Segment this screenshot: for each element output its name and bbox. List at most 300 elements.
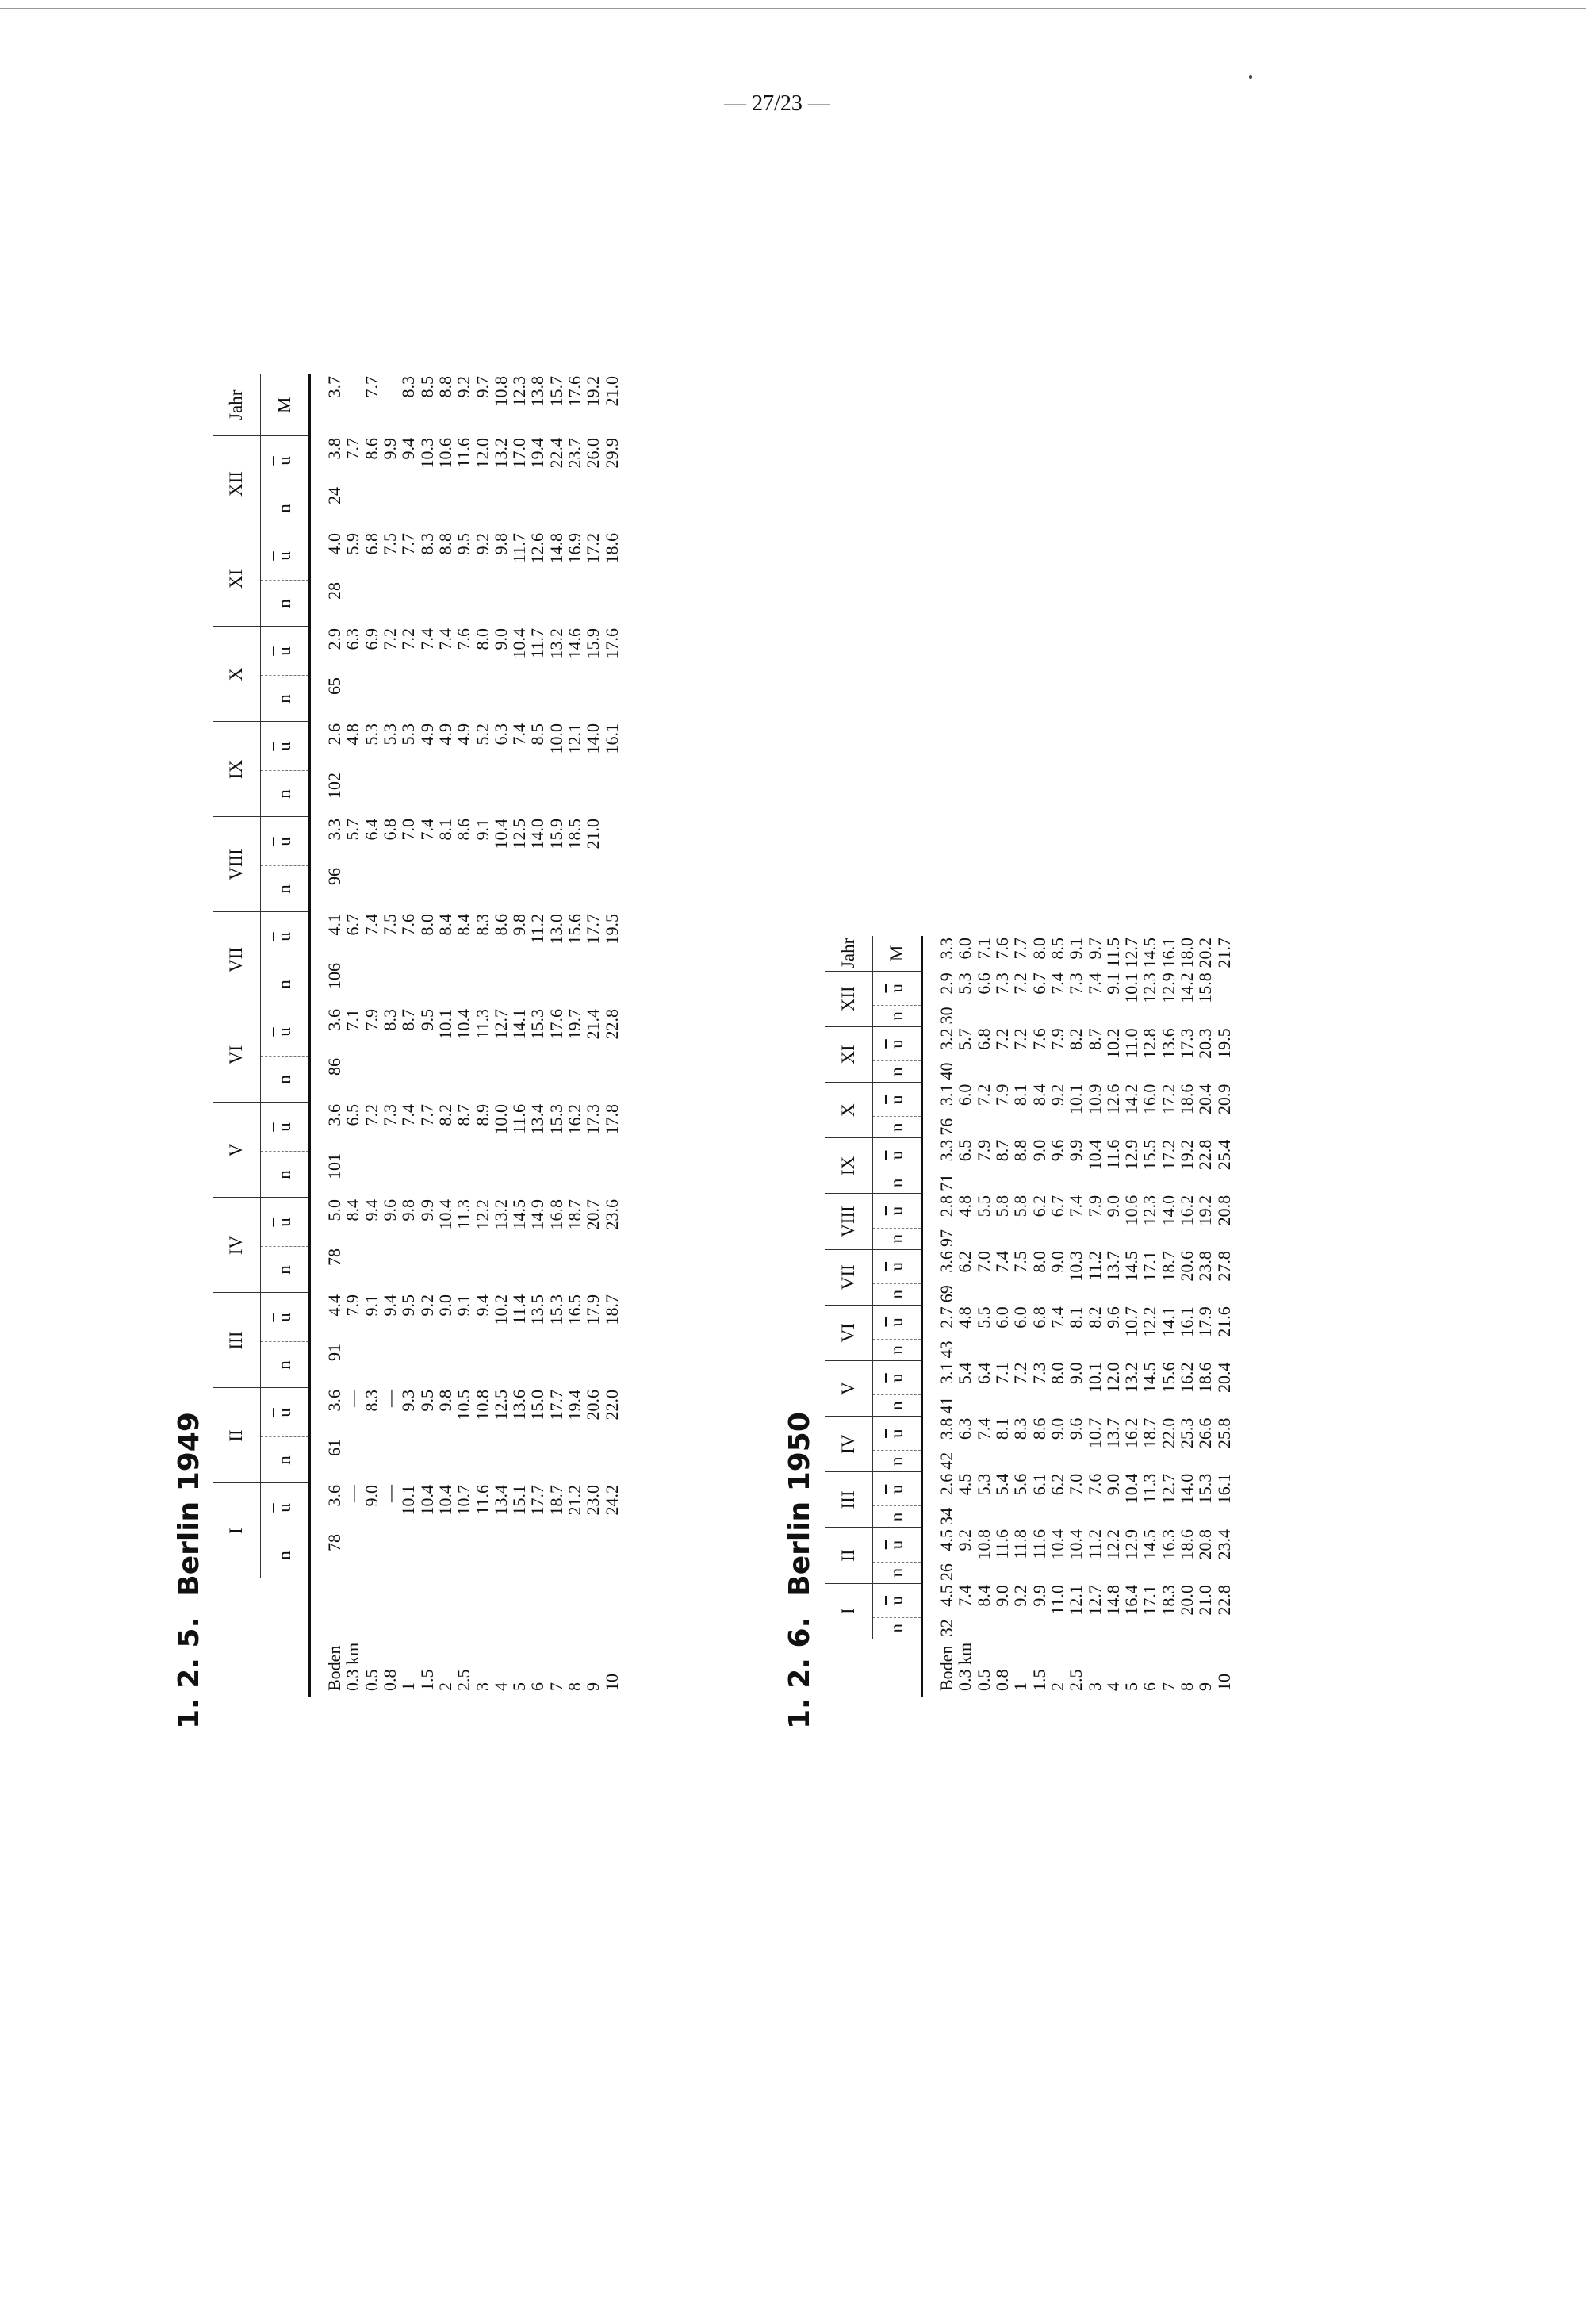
n-cell <box>510 771 528 817</box>
u-cell: 15.3 <box>546 1104 566 1135</box>
u-cell: 17.6 <box>546 1009 566 1040</box>
table-row <box>436 374 454 1697</box>
u-cell: 11.6 <box>454 438 474 468</box>
year-mean-cell: 8.3 <box>398 376 419 398</box>
u-cell: 2.6 <box>937 1473 956 1496</box>
n-cell <box>510 1057 528 1103</box>
n-cell <box>1159 1562 1178 1583</box>
u-cell: 11.3 <box>472 1009 492 1039</box>
u-cell: 7.5 <box>379 533 400 555</box>
u-cell: 11.2 <box>1084 1528 1105 1559</box>
n-cell <box>1011 1061 1029 1083</box>
u-cell: 14.2 <box>1121 1083 1142 1115</box>
u-cell: 9.5 <box>416 1390 437 1412</box>
u-cell: 15.6 <box>1158 1362 1178 1393</box>
u-cell: 7.0 <box>973 1251 994 1273</box>
u-cell: 10.4 <box>509 628 530 659</box>
u-subheader: $\overline{u}$ <box>261 1293 310 1342</box>
year-mean-cell: 10.8 <box>490 376 511 407</box>
u-cell: 13.2 <box>490 1199 511 1230</box>
u-cell: 8.0 <box>1029 1251 1049 1273</box>
n-cell <box>510 1342 528 1388</box>
n-cell <box>399 1437 417 1483</box>
n-cell: 42 <box>937 1452 956 1470</box>
u-cell: 8.2 <box>1066 1028 1086 1050</box>
u-cell: 9.0 <box>1102 1195 1123 1218</box>
u-cell: 12.3 <box>1140 1195 1160 1226</box>
year-mean-cell: 9.2 <box>454 376 474 398</box>
u-cell: 10.3 <box>1066 1251 1086 1282</box>
n-cell <box>993 1339 1011 1360</box>
u-cell: 7.3 <box>1029 1362 1049 1384</box>
u-cell: 4.9 <box>416 723 437 746</box>
u-cell: 17.1 <box>1140 1585 1160 1616</box>
n-subheader: n <box>261 1247 310 1293</box>
u-cell: 5.3 <box>973 1473 994 1496</box>
n-cell: 102 <box>324 773 344 799</box>
n-cell <box>993 1061 1011 1083</box>
n-cell <box>436 676 454 722</box>
u-subheader: $\overline{u}$ <box>873 1360 922 1394</box>
u-cell: 5.7 <box>343 819 363 841</box>
n-cell <box>584 1057 602 1103</box>
u-subheader: $\overline{u}$ <box>261 1483 310 1532</box>
u-cell: 5.2 <box>472 723 492 746</box>
n-cell <box>436 1532 454 1578</box>
u-cell: 13.6 <box>1158 1028 1178 1059</box>
month-header: XII <box>825 971 873 1026</box>
table-row <box>1159 936 1178 1697</box>
u-cell: 22.4 <box>546 438 566 469</box>
n-cell <box>381 1532 399 1578</box>
month-header: VI <box>825 1305 873 1360</box>
n-cell <box>510 866 528 912</box>
level-label: 2.5 <box>454 1669 474 1691</box>
level-label: 1.5 <box>1029 1669 1049 1691</box>
page-number: — 27/23 — <box>724 91 830 116</box>
month-header: VIII <box>825 1194 873 1249</box>
n-cell <box>399 866 417 912</box>
n-cell <box>956 1061 974 1083</box>
u-cell: 16.1 <box>601 723 622 754</box>
u-cell: 18.7 <box>546 1485 566 1516</box>
n-cell <box>362 1342 381 1388</box>
u-cell: 18.6 <box>601 533 622 564</box>
u-cell: 9.0 <box>1066 1362 1086 1384</box>
u-cell: 9.8 <box>398 1199 419 1221</box>
header-corner <box>825 1639 922 1697</box>
u-cell: 22.8 <box>601 1009 622 1040</box>
n-cell <box>603 581 621 627</box>
u-cell: 15.3 <box>546 1294 566 1325</box>
n-cell <box>343 866 362 912</box>
n-cell <box>399 1152 417 1198</box>
u-cell: 8.6 <box>490 914 511 936</box>
u-cell: 9.0 <box>361 1485 381 1507</box>
u-cell: 12.9 <box>1121 1528 1142 1560</box>
n-cell <box>399 581 417 627</box>
section-heading-1950 <box>783 1412 816 1729</box>
u-cell: 9.8 <box>509 914 530 936</box>
n-cell <box>1104 1339 1122 1360</box>
u-cell: 2.9 <box>324 628 344 650</box>
u-cell: 3.3 <box>324 819 344 841</box>
u-cell: 12.6 <box>527 533 548 564</box>
n-cell <box>1178 1339 1196 1360</box>
month-header: IX <box>825 1138 873 1194</box>
n-cell <box>528 771 546 817</box>
n-cell <box>362 485 381 531</box>
u-subheader: $\overline{u}$ <box>873 1305 922 1339</box>
n-cell <box>454 1342 473 1388</box>
n-cell <box>1011 1005 1029 1026</box>
n-cell: 30 <box>937 1007 956 1025</box>
u-cell: 21.4 <box>583 1009 603 1040</box>
n-cell <box>1030 1506 1048 1528</box>
n-cell <box>418 771 436 817</box>
u-cell: 5.8 <box>1010 1195 1031 1218</box>
year-mean-cell <box>381 374 399 436</box>
table-row <box>381 374 399 1697</box>
u-cell: 17.6 <box>601 628 622 659</box>
table-row <box>1104 936 1122 1697</box>
u-cell: 12.0 <box>1102 1362 1123 1393</box>
month-header: IV <box>213 1198 261 1293</box>
n-cell <box>343 1342 362 1388</box>
n-subheader: n <box>261 1342 310 1388</box>
n-cell <box>1122 1005 1140 1026</box>
n-cell <box>975 1172 993 1194</box>
u-cell: 8.3 <box>416 533 437 555</box>
u-cell: 12.3 <box>1140 972 1160 1003</box>
n-cell <box>1104 1451 1122 1472</box>
u-cell: 10.7 <box>1121 1306 1142 1337</box>
n-cell <box>1030 1117 1048 1138</box>
u-cell: 5.6 <box>1010 1473 1031 1496</box>
n-cell <box>492 1437 510 1483</box>
n-cell <box>547 1437 565 1483</box>
u-cell: 10.6 <box>1121 1195 1142 1226</box>
n-cell <box>1159 1617 1178 1639</box>
n-cell <box>1086 1617 1104 1639</box>
n-cell <box>343 485 362 531</box>
u-cell: 6.3 <box>343 628 363 650</box>
u-cell: 13.7 <box>1102 1251 1123 1282</box>
n-cell <box>547 866 565 912</box>
n-cell <box>547 1532 565 1578</box>
month-header: VIII <box>213 817 261 912</box>
n-cell <box>473 1532 492 1578</box>
u-cell: 9.6 <box>1047 1139 1067 1162</box>
u-cell: 9.9 <box>379 438 400 460</box>
u-cell: 14.0 <box>1177 1473 1197 1505</box>
n-cell <box>473 1247 492 1293</box>
u-subheader: $\overline{u}$ <box>873 1249 922 1283</box>
n-cell <box>603 676 621 722</box>
u-subheader: $\overline{u}$ <box>873 971 922 1005</box>
n-subheader: n <box>873 1506 922 1528</box>
n-cell: 106 <box>324 963 344 989</box>
u-cell: 4.0 <box>324 533 344 555</box>
u-cell: 6.5 <box>343 1104 363 1126</box>
n-cell <box>454 1437 473 1483</box>
n-cell <box>381 866 399 912</box>
year-mean-cell: 21.0 <box>601 376 622 407</box>
n-cell <box>436 581 454 627</box>
n-cell <box>975 1117 993 1138</box>
u-cell: 5.3 <box>398 723 419 746</box>
n-subheader: n <box>873 1283 922 1305</box>
level-label: 0.5 <box>361 1669 381 1691</box>
u-cell: 6.2 <box>1029 1195 1049 1218</box>
n-cell <box>528 1057 546 1103</box>
u-cell: 12.8 <box>1140 1028 1160 1059</box>
n-cell <box>1086 1562 1104 1583</box>
u-cell: 7.9 <box>991 1083 1012 1106</box>
u-cell: 16.3 <box>1158 1528 1178 1560</box>
n-cell <box>1196 1228 1214 1249</box>
u-cell: 6.3 <box>490 723 511 746</box>
year-mean-cell: 7.1 <box>973 938 994 960</box>
u-cell: 5.5 <box>973 1306 994 1329</box>
u-cell: 7.9 <box>1084 1195 1105 1218</box>
n-cell <box>956 1005 974 1026</box>
u-cell: 8.2 <box>1084 1306 1105 1329</box>
n-cell <box>1104 1117 1122 1138</box>
n-cell <box>436 1057 454 1103</box>
u-cell: 7.9 <box>361 1009 381 1031</box>
n-cell <box>1140 1061 1159 1083</box>
u-cell: 6.6 <box>973 972 994 995</box>
u-cell: 9.4 <box>379 1294 400 1317</box>
u-cell: 5.0 <box>324 1199 344 1221</box>
u-cell: 7.7 <box>343 438 363 460</box>
u-cell: 7.4 <box>973 1417 994 1440</box>
n-cell <box>418 866 436 912</box>
n-cell <box>343 771 362 817</box>
u-cell: 18.5 <box>565 819 585 849</box>
n-cell <box>1140 1228 1159 1249</box>
u-cell: 20.4 <box>1195 1083 1216 1115</box>
n-cell <box>528 1532 546 1578</box>
section-number: 1. 2. 5. <box>173 1616 205 1729</box>
table-row <box>975 936 993 1697</box>
u-cell: 10.1 <box>398 1485 419 1516</box>
n-cell <box>1067 1339 1085 1360</box>
level-label: 8 <box>565 1682 585 1691</box>
year-mean-cell: 3.3 <box>937 938 956 960</box>
n-cell <box>343 1247 362 1293</box>
n-cell <box>975 1005 993 1026</box>
u-cell: 13.2 <box>546 628 566 659</box>
u-cell: 4.5 <box>955 1473 975 1496</box>
n-cell <box>993 1005 1011 1026</box>
n-cell <box>418 676 436 722</box>
level-label: 0.3 km <box>955 1642 975 1691</box>
n-cell <box>1178 1506 1196 1528</box>
u-cell: 20.6 <box>1177 1251 1197 1282</box>
u-cell: 7.4 <box>509 723 530 746</box>
n-cell <box>528 581 546 627</box>
n-subheader: n <box>261 1437 310 1483</box>
n-cell <box>381 771 399 817</box>
month-header: VII <box>825 1249 873 1305</box>
u-cell: 6.7 <box>1029 972 1049 995</box>
u-cell: 15.3 <box>1195 1473 1216 1505</box>
u-cell: 5.3 <box>955 972 975 995</box>
n-cell <box>993 1228 1011 1249</box>
u-cell: 5.7 <box>955 1028 975 1050</box>
table-row <box>492 374 510 1697</box>
n-cell <box>492 1152 510 1198</box>
u-cell: 7.4 <box>416 628 437 650</box>
year-mean-cell: 11.5 <box>1102 938 1123 968</box>
u-cell: 6.0 <box>1010 1306 1031 1329</box>
n-cell <box>1215 1228 1233 1249</box>
n-subheader: n <box>261 1532 310 1578</box>
u-cell: 20.8 <box>1213 1195 1234 1226</box>
u-cell: 14.0 <box>583 723 603 754</box>
n-cell <box>1048 1283 1067 1305</box>
u-cell: 20.8 <box>1195 1528 1216 1560</box>
u-cell: 19.2 <box>1177 1139 1197 1171</box>
n-cell <box>436 1437 454 1483</box>
n-cell <box>436 1247 454 1293</box>
section-heading-1949 <box>173 1412 205 1729</box>
n-cell <box>510 961 528 1007</box>
n-cell: 76 <box>937 1118 956 1136</box>
n-cell: 96 <box>324 868 344 885</box>
u-cell: 19.2 <box>1195 1195 1216 1226</box>
u-cell: 8.3 <box>1010 1417 1031 1440</box>
header-row-months <box>213 374 261 1697</box>
u-cell: 9.4 <box>398 438 419 460</box>
u-cell: 10.1 <box>435 1009 455 1040</box>
u-cell: 22.8 <box>1213 1585 1234 1616</box>
n-cell <box>1122 1117 1140 1138</box>
u-cell: 7.2 <box>379 628 400 650</box>
u-cell: 9.0 <box>1029 1139 1049 1162</box>
u-cell: 10.6 <box>435 438 455 469</box>
u-cell: 7.2 <box>1010 972 1031 995</box>
n-cell <box>473 485 492 531</box>
n-cell <box>381 1247 399 1293</box>
u-cell: 9.4 <box>472 1294 492 1317</box>
u-cell: 3.6 <box>324 1390 344 1412</box>
n-cell <box>993 1395 1011 1417</box>
u-cell: 17.9 <box>1195 1306 1216 1337</box>
u-cell: 14.9 <box>527 1199 548 1230</box>
n-cell <box>381 485 399 531</box>
n-subheader: n <box>261 771 310 817</box>
n-subheader: n <box>873 1172 922 1194</box>
level-label: 0.8 <box>991 1669 1012 1691</box>
u-cell: 26.0 <box>583 438 603 469</box>
n-cell <box>1048 1061 1067 1083</box>
n-cell <box>584 771 602 817</box>
u-cell: 7.4 <box>416 819 437 841</box>
u-subheader: $\overline{u}$ <box>261 1103 310 1152</box>
table-row <box>603 374 621 1697</box>
u-cell: 8.2 <box>435 1104 455 1126</box>
n-cell <box>1104 1061 1122 1083</box>
year-mean-cell: 9.1 <box>1066 938 1086 960</box>
u-cell: 12.5 <box>490 1390 511 1421</box>
level-label: Boden <box>324 1645 344 1691</box>
n-cell <box>1178 1228 1196 1249</box>
section-title: Berlin 1950 <box>783 1412 816 1597</box>
n-cell: 24 <box>324 487 344 504</box>
u-cell: 7.6 <box>398 914 419 936</box>
u-cell: 8.0 <box>1047 1362 1067 1384</box>
n-cell: 61 <box>324 1439 344 1456</box>
u-cell: 14.0 <box>527 819 548 849</box>
u-cell: 11.4 <box>509 1294 530 1325</box>
n-cell <box>1159 1339 1178 1360</box>
level-label: 10 <box>601 1674 622 1691</box>
n-cell <box>1140 1172 1159 1194</box>
n-cell <box>1196 1005 1214 1026</box>
u-cell: 8.7 <box>991 1139 1012 1162</box>
n-cell <box>1122 1228 1140 1249</box>
n-cell: 43 <box>937 1340 956 1359</box>
u-cell: 8.1 <box>435 819 455 841</box>
table-row <box>399 374 417 1697</box>
n-cell <box>1122 1061 1140 1083</box>
n-cell <box>528 1342 546 1388</box>
n-subheader: n <box>261 485 310 531</box>
u-cell: 17.3 <box>1177 1028 1197 1059</box>
month-header: II <box>825 1528 873 1583</box>
n-cell <box>1011 1395 1029 1417</box>
year-mean-cell: 8.0 <box>1029 938 1049 960</box>
u-cell: 3.3 <box>937 1139 956 1162</box>
n-cell <box>547 1057 565 1103</box>
u-cell: — <box>379 1485 400 1502</box>
u-cell: 7.2 <box>1010 1028 1031 1050</box>
u-cell: 8.5 <box>527 723 548 746</box>
u-cell: 6.3 <box>955 1417 975 1440</box>
u-cell: 9.8 <box>435 1390 455 1412</box>
rotated-table-wrapper-1949 <box>213 374 621 1697</box>
n-cell <box>1067 1617 1085 1639</box>
n-cell <box>362 1247 381 1293</box>
u-cell: 17.3 <box>583 1104 603 1135</box>
n-cell <box>1086 1506 1104 1528</box>
u-cell: 4.1 <box>324 914 344 936</box>
table-row <box>1140 936 1159 1697</box>
u-cell: 9.0 <box>1047 1251 1067 1273</box>
u-cell: 20.9 <box>1213 1083 1234 1115</box>
n-cell <box>1104 1506 1122 1528</box>
n-cell <box>1011 1117 1029 1138</box>
n-cell <box>362 1532 381 1578</box>
n-cell <box>399 1247 417 1293</box>
n-cell <box>343 1057 362 1103</box>
year-mean-cell: 13.8 <box>527 376 548 407</box>
n-cell <box>603 1152 621 1198</box>
u-subheader: $\overline{u}$ <box>873 1138 922 1172</box>
n-cell <box>956 1395 974 1417</box>
n-subheader: n <box>873 1005 922 1026</box>
n-cell <box>1011 1283 1029 1305</box>
n-cell <box>436 771 454 817</box>
table-row <box>922 936 956 1697</box>
u-cell: 8.6 <box>361 438 381 460</box>
n-cell <box>1196 1395 1214 1417</box>
u-cell: 3.6 <box>324 1104 344 1126</box>
n-cell <box>1030 1283 1048 1305</box>
